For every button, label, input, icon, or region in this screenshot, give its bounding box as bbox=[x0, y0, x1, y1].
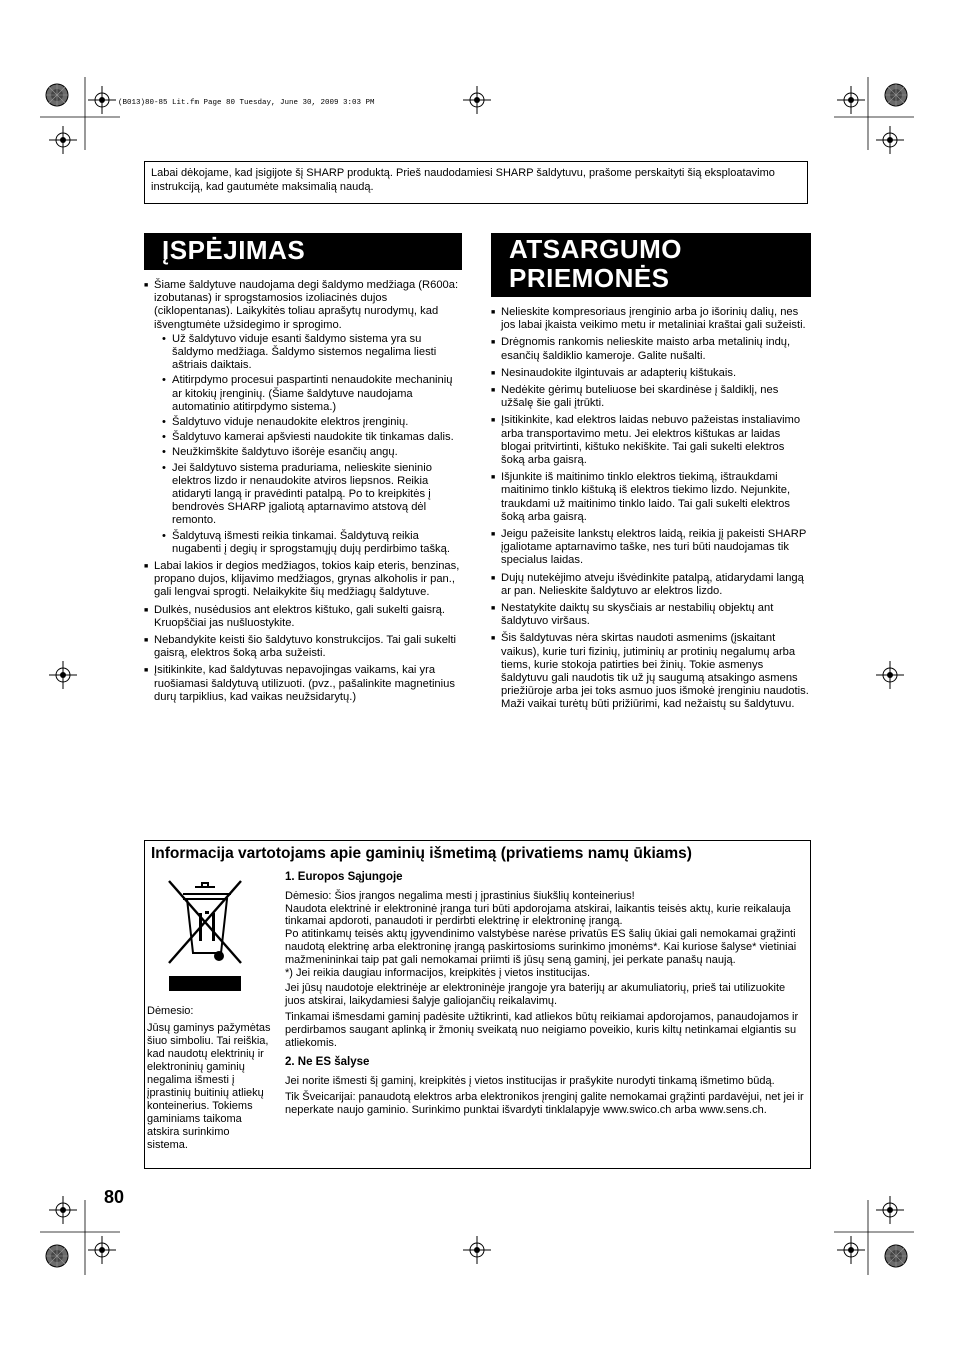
caution-heading bbox=[491, 233, 811, 297]
intro-box bbox=[144, 161, 808, 204]
disposal-left-note bbox=[147, 1005, 271, 1152]
warning-subitem: • Atitirpdymo procesui paspartinti nenaudokite mechaninių ar kitokių įrenginių. (Šiame šaldytuve naudojama automatinio atitirpdymo sistema.) bbox=[154, 374, 462, 414]
caution-item: ■ Drėgnomis rankomis nelieskite maisto arba metalinių indų, esančių šaldiklio kameroje. Galite nušalti. bbox=[491, 336, 811, 362]
warning-item: ■ Nebandykite keisti šio šaldytuvo konstrukcijos. Tai gali sukelti gaisrą, elektros šoką arba sužeisti. bbox=[144, 634, 462, 660]
file-header-line: (B013)80-85 Lit.fm Page 80 Tuesday, June 30, 2009 3:03 PM bbox=[118, 99, 375, 107]
section1-paragraph: Tinkamai išmesdami gaminį padėsite užtikrinti, kad atliekos būtų reikiamai apdorojamos, panaudojamos ir perdirbamos saugant aplinką ir žmonių sveikatą nuo neigiamo poveikio, kuris kiltų netinkamai elgiantis su atliekomis. bbox=[285, 1010, 799, 1049]
caution-item: ■ Nesinaudokite ilgintuvais ar adapterių kištukais. bbox=[491, 367, 811, 380]
caution-item: ■ Šis šaldytuvas nėra skirtas naudoti asmenims (įskaitant vaikus), kurie turi fizinių, jutiminių ar protinių negalumų arba tiems, kurie stokoja patirties bei žinių. Tokie asmenys šaldytuvu gali naudotis tik už jų saugumą atsakingo asmens priežiūroje arba jei toks asmuo juos išmokė įrenginiu naudotis. Maži vaikai turėtų būti prižiūrimi, kad nežaistų su šaldytuvu. bbox=[491, 632, 811, 711]
warning-subitem: • Jei šaldytuvo sistema praduriama, nelieskite sieninio elektros lizdo ir nenaudokite atviros liepsnos. Reikia atidaryti langą ir pravėdinti patalpą. Po to kreipkitės į bendrovės SHARP įgaliotą aptarnavimo atstovą dėl remonto. bbox=[154, 462, 462, 528]
caution-item: ■ Jeigu pažeisite lankstų elektros laidą, reikia jį pakeisti SHARP įgaliotame aptarnavimo taške, nes turi būti naudojamas tik specialus laidas. bbox=[491, 528, 811, 568]
section1-title: 1. Europos Sąjungoje bbox=[285, 871, 403, 883]
warning-subitem: • Šaldytuvą išmesti reikia tinkamai. Šaldytuvą reikia nugabenti į degių ir sprogstamųjų dujų perdirbimo tašką. bbox=[154, 530, 462, 556]
page-number: 80 bbox=[104, 1187, 125, 1207]
warning-item bbox=[144, 279, 462, 556]
disposal-info-box bbox=[144, 840, 811, 1169]
caution-item: ■ Nestatykite daiktų su skysčiais ar nestabilių objektų ant šaldytuvo viršaus. bbox=[491, 602, 811, 628]
caution-item: ■ Įsitikinkite, kad elektros laidas nebuvo pažeistas instaliavimo arba transportavimo metu. Jei elektros kištukas ar laidas blogai pritvirtinti, kištuko nekiškite. Tai gali sukelti elektros šoką arba gaisrą. bbox=[491, 414, 811, 467]
left-note-heading: Dėmesio: bbox=[147, 1005, 194, 1017]
caution-item: ■ Dujų nutekėjimo atveju išvėdinkite patalpą, atidarydami langą ar pan. Nelieskite šaldytuvo ar elektros lizdo. bbox=[491, 572, 811, 598]
warning-item-text: Šiame šaldytuve naudojama degi šaldymo medžiaga (R600a: izobutanas) ir sprogstamosios izoliacinės dujos (ciklopentanas). Laikykitės toliau aprašytų nurodymų, kad išvengtumėte užsidegimo ir sprogimo. bbox=[154, 279, 459, 331]
warning-heading: ĮSPĖJIMAS bbox=[144, 233, 462, 270]
section1-paragraph: Jei jūsų naudotoje elektrinėje ar elektroninėje įrangoje yra baterijų ar akumuliatorių, prieš tai utilizuokite juos atskirai, laikydamiesi šalyje galiojančių reikalavimų. bbox=[285, 982, 786, 1008]
section2-paragraph: Tik Šveicarijai: panaudotą elektros arba elektronikos įrenginį galite nemokamai grąžinti pardavėjui, net jei ir neperkate naujo gaminio. Surinkimo punktai išvardyti tinklalapyje www.swico.ch arba www.sens.ch. bbox=[285, 1090, 804, 1116]
section1-paragraph: *) Jei reikia daugiau informacijos, kreipkitės į vietos institucijas. bbox=[285, 966, 591, 979]
section2-title: 2. Ne ES šalyse bbox=[285, 1056, 370, 1069]
caution-heading-line2: PRIEMONĖS bbox=[509, 263, 670, 293]
disposal-title: Informacija vartotojams apie gaminių išmetimą (privatiems namų ūkiams) bbox=[151, 845, 692, 862]
caution-item: ■ Išjunkite iš maitinimo tinklo elektros tiekimą, ištraukdami maitinimo tinklo kištuką iš elektros tiekimo lizdo. Nejunkite, traukdami už maitinimo tinklo laido. Tai gali sukelti elektros šoką arba gaisrą. bbox=[491, 471, 811, 524]
warning-subitem: • Neužkimškite šaldytuvo išorėje esančių angų. bbox=[154, 446, 462, 459]
intro-text: Labai dėkojame, kad įsigijote šį SHARP produktą. Prieš naudodamiesi SHARP šaldytuvu, prašome perskaityti šią eksploatavimo instrukciją, kad gautumėte maksimalią naudą. bbox=[151, 167, 775, 193]
section1-paragraph: Dėmesio: Šios įrangos negalima mesti į įprastinius šiukšlių konteinerius! bbox=[285, 889, 635, 902]
crossed-out-wheelie-bin-icon bbox=[165, 877, 245, 993]
warning-subitem: • Šaldytuvo kamerai apšviesti naudokite tik tinkamas dalis. bbox=[154, 431, 462, 444]
warning-item: ■ Labai lakios ir degios medžiagos, tokios kaip eteris, benzinas, propano dujos, klijavimo medžiagos, grynas alkoholis ir pan., gali lengvai sprogti. Nelaikykite šių medžiagų šaldytuve. bbox=[144, 560, 462, 600]
caution-item: ■ Nedėkite gėrimų buteliuose bei skardinėse į šaldiklį, nes užšalę šie gali įtrūkti. bbox=[491, 384, 811, 410]
warning-subitem: • Už šaldytuvo viduje esanti šaldymo sistema yra su šaldymo medžiaga. Šaldymo sistemos negalima liesti aštriais daiktais. bbox=[154, 333, 462, 373]
warning-item: ■ Dulkės, nusėdusios ant elektros kištuko, gali sukelti gaisrą. Kruopščiai jas nušluostykite. bbox=[144, 604, 462, 630]
left-note-body: Jūsų gaminys pažymėtas šiuo simboliu. Tai reiškia, kad naudotų elektrinių ir elektroninių gaminių negalima išmesti į įprastinių buitinių atliekų konteinerius. Tokiems gaminiams taikoma atskira surinkimo sistema. bbox=[147, 1022, 271, 1151]
caution-list bbox=[491, 306, 811, 716]
warning-subitem: • Šaldytuvo viduje nenaudokite elektros įrenginių. bbox=[154, 416, 462, 429]
caution-item: ■ Nelieskite kompresoriaus įrenginio arba jo išorinių dalių, nes jos labai įkaista veikimo metu ir metaliniai kraštai gali sužeisti. bbox=[491, 306, 811, 332]
warning-list bbox=[144, 279, 462, 708]
section1-paragraph: Naudota elektrinė ir elektroninė įranga turi būti apdorojama atskirai, laikantis teisės aktų, kurie reikalauja tinkamai apdoroti, panaudoti ir perdirbti elektrinę ir elektroninę įrangą. bbox=[285, 902, 791, 928]
section1-paragraph: Po atitinkamų teisės aktų įgyvendinimo valstybėse narėse privatūs ES šalių ūkiai gali nemokamai grąžinti naudotą elektrinę arba elektroninę įrangą paskirtosioms surinkimo įmonėms*. Kai kuriose šalyse* vietiniai mažmenininkai taip pat gali nemokamai priimti iš jūsų seną gaminį, jei perkate panašų naują. bbox=[285, 928, 797, 966]
section2-paragraph: Jei norite išmesti šį gaminį, kreipkitės į vietos institucijas ir prašykite nurodyti tinkamą išmetimo būdą. bbox=[285, 1075, 775, 1088]
warning-item: ■ Įsitikinkite, kad šaldytuvas nepavojingas vaikams, kai yra ruošiamasi šaldytuvą utilizuoti. (pvz., pašalinkite magnetinius durų tarpiklius, kad vaikas neužsidarytų.) bbox=[144, 664, 462, 704]
caution-heading-line1: ATSARGUMO bbox=[509, 234, 683, 264]
disposal-main-text bbox=[285, 871, 805, 1117]
